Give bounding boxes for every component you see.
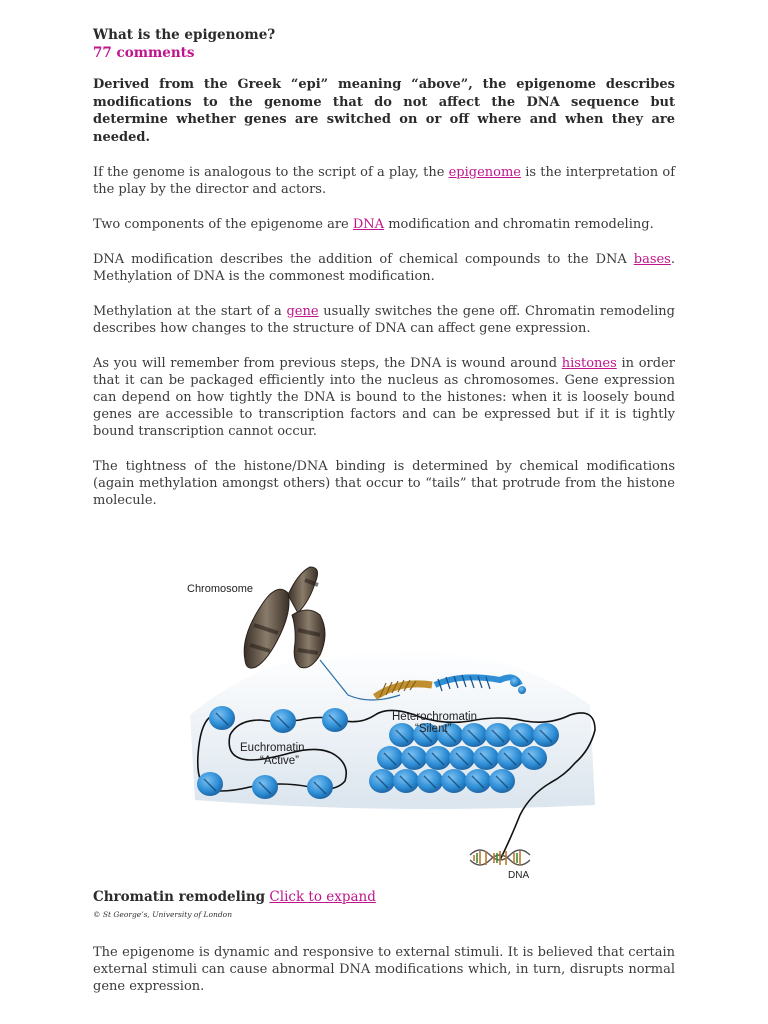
expand-link[interactable]: Click to expand <box>269 889 376 905</box>
paragraph-2: Two components of the epigenome are DNA modification and chromatin remodeling. <box>93 217 654 232</box>
label-silent: “Silent” <box>415 723 452 735</box>
paragraph-7: The epigenome is dynamic and responsive to external stimuli. It is believed that certain external stimuli can cause abnormal DNA modifications which, in turn, disrupts normal gene expression. <box>93 945 675 994</box>
label-chromosome: Chromosome <box>187 583 254 595</box>
label-dna: DNA <box>508 870 530 881</box>
figure-credit: © St George’s, University of London <box>93 910 233 919</box>
gene-link[interactable]: gene <box>286 304 319 319</box>
chromosome-shape <box>244 567 325 668</box>
article <box>93 26 675 527</box>
histones-link[interactable]: histones <box>561 356 617 371</box>
caption-title: Chromatin remodeling <box>93 889 266 905</box>
article-title: What is the epigenome? <box>93 27 276 43</box>
label-heterochromatin: Heterochromatin <box>392 711 478 723</box>
paragraph-6: The tightness of the histone/DNA binding is determined by chemical modifications (again methylation amongst others) that occur to “tails” that protrude from the histone molecule. <box>93 459 675 508</box>
paragraph-3: DNA modification describes the addition of chemical compounds to the DNA bases. Methylation of DNA is the commonest modification. <box>93 252 675 284</box>
figure-caption <box>93 888 376 906</box>
epigenome-link[interactable]: epigenome <box>448 165 522 180</box>
paragraph-5: As you will remember from previous steps, the DNA is wound around histones in order that it can be packaged efficiently into the nucleus as chromosomes. Gene expression can depend on how tightly the DNA is bound to the histones: when it is loosely bound genes are accessible to transcription factors and can be expressed but if it is tightly bound transcription cannot occur. <box>93 356 675 439</box>
label-euchromatin: Euchromatin <box>240 742 305 754</box>
double-helix <box>470 850 530 865</box>
bases-link[interactable]: bases <box>633 252 671 267</box>
paragraph-1: If the genome is analogous to the script of a play, the epigenome is the interpretation of the play by the director and actors. <box>93 165 676 197</box>
lead-paragraph: Derived from the Greek “epi” meaning “above”, the epigenome describes modifications to the genome that do not affect the DNA sequence but determine whether genes are switched on or off where and when they are needed. <box>93 77 675 145</box>
comments-link[interactable]: 77 comments <box>93 45 195 61</box>
paragraph-4: Methylation at the start of a gene usually switches the gene off. Chromatin remodeling describes how changes to the structure of DNA can affect gene expression. <box>93 304 676 336</box>
chromatin-figure[interactable] <box>170 555 610 885</box>
dna-link[interactable]: DNA <box>352 217 385 232</box>
label-active: “Active” <box>260 755 299 767</box>
